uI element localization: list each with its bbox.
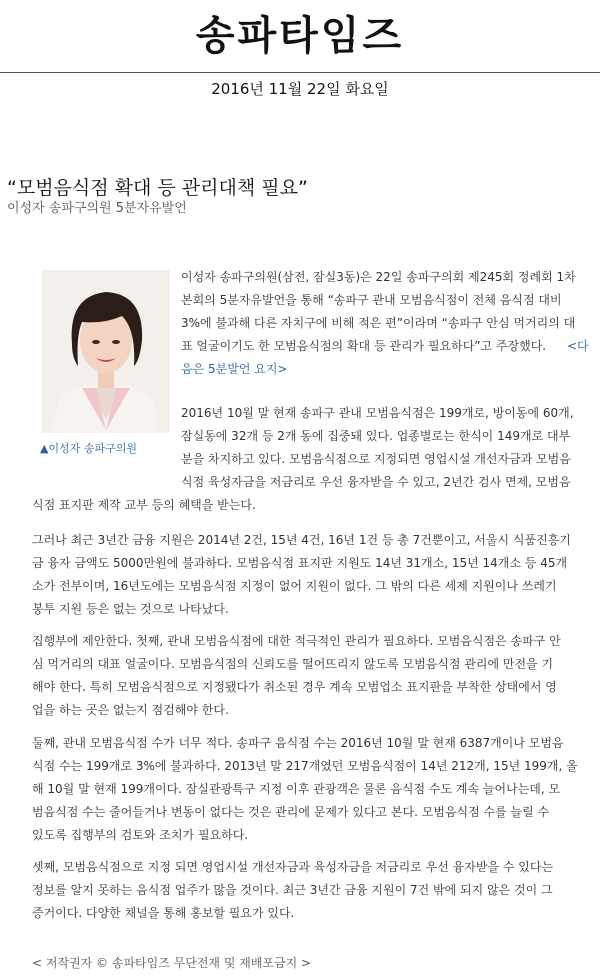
article-line: 해야 한다. 특히 모범음식점으로 지정됐다가 취소된 경우 계속 모범업소 표지판을 부착한 상태에서 영	[32, 680, 557, 694]
article-line: 2016년 10월 말 현재 송파구 관내 모범음식점은 199개로, 방이동에 60개,	[181, 406, 574, 420]
article-line: 범음식점 수는 줄어들거나 변동이 없다는 것은 관리에 문제가 있다고 본다. 모범음식점 수를 늘릴 수	[32, 805, 550, 819]
article-line: 소가 전부이며, 16년도에는 모범음식점 지정이 없어 지원이 없다. 그 밖의 다른 세제 지원이나 쓰레기	[32, 579, 557, 593]
copyright-notice: < 저작권자 © 송파타임즈 무단전재 및 재배포금지 >	[32, 956, 312, 970]
article-line: 잠실동에 32개 등 2개 동에 집중돼 있다. 업종별로는 한식이 149개로 대부	[181, 429, 571, 443]
article-line: 정보를 알지 못하는 음식점 업주가 많을 것이다. 최근 3년간 금융 지원이 7건 밖에 되지 않은 것이 그	[32, 883, 553, 897]
article-line: 해 10월 말 현재 199개이다. 잠실관광특구 지정 이후 관광객은 물론 음식점 수도 계속 늘어나는데, 모	[32, 782, 561, 796]
article-line: 금 융자 금액도 5000만원에 불과하다. 모범음식점 표지판 지원도 14년 31개소, 15년 14개소 등 45개	[32, 556, 568, 570]
article-line: 증거이다. 다양한 채널을 통해 홍보할 필요가 있다.	[32, 906, 295, 920]
article-line: 본회의 5분자유발언을 통해 “송파구 관내 모범음식점이 전체 음식점 대비	[181, 293, 562, 307]
article-subhead: 이성자 송파구의원 5분자유발언	[7, 201, 187, 216]
masthead-divider	[0, 72, 600, 73]
article-line: 식점 표지판 제작 교부 등의 혜택을 받는다.	[32, 498, 256, 512]
councillor-photo	[42, 270, 170, 433]
article-line: 봉투 지원 등은 없는 것으로 나타났다.	[32, 602, 229, 616]
masthead-logo: 송파타임즈	[195, 13, 405, 59]
article-line: 식점 수는 199개로 3%에 불과하다. 2013년 말 217개였던 모범음식점이 14년 212개, 15년 199개, 올	[32, 759, 578, 773]
portrait-illustration	[42, 270, 170, 433]
article-line: 집행부에 제안한다. 첫째, 관내 모범음식점에 대한 적극적인 관리가 필요하다. 모범음식점은 송파구 안	[32, 634, 561, 648]
article-line: 셋째, 모범음식점으로 지정 되면 영업시설 개선자금과 육성자금을 저금리로 우선 융자받을 수 있다는	[32, 860, 554, 874]
article-line: 업을 하는 곳은 없는지 점검해야 한다.	[32, 703, 229, 717]
article-line: 있도록 집행부의 검토와 조치가 필요하다.	[32, 828, 249, 842]
article-line: 그러나 최근 3년간 금융 지원은 2014년 2건, 15년 4건, 16년 1건 등 총 7건뿐이고, 서울시 식품진흥기	[32, 533, 571, 547]
article-line: 3%에 불과해 다른 자치구에 비해 적은 편”이라며 “송파구 안심 먹거리의 대	[181, 316, 576, 330]
next-speech-link[interactable]: <다	[567, 339, 589, 353]
next-speech-link[interactable]: 음은 5분발언 요지>	[181, 362, 288, 376]
article-line: 이성자 송파구의원(삼전, 잠실3동)은 22일 송파구의회 제245회 정례회 1차	[181, 270, 576, 284]
article-line: 식점 육성자금을 저금리로 우선 융자받을 수 있고, 2년간 검사 면제, 모범음	[181, 475, 571, 489]
article-headline: “모범음식점 확대 등 관리대책 필요”	[7, 177, 308, 199]
photo-caption: ▲이성자 송파구의원	[40, 442, 137, 455]
issue-date: 2016년 11월 22일 화요일	[211, 80, 389, 98]
article-line: 표 얼굴이기도 한 모범음식점의 확대 등 관리가 필요하다”고 주장했다.	[181, 339, 547, 353]
article-line: 둘째, 관내 모범음식점 수가 너무 적다. 송파구 음식점 수는 2016년 10월 말 현재 6387개이나 모범음	[32, 736, 564, 750]
article-line: 심 먹거리의 대표 얼굴이다. 모범음식점의 신뢰도를 떨어뜨리지 않도록 모범음식점 관리에 만전을 기	[32, 657, 554, 671]
article-line: 분을 차지하고 있다. 모범음식점으로 지정되면 영업시설 개선자금과 모범음	[181, 452, 571, 466]
